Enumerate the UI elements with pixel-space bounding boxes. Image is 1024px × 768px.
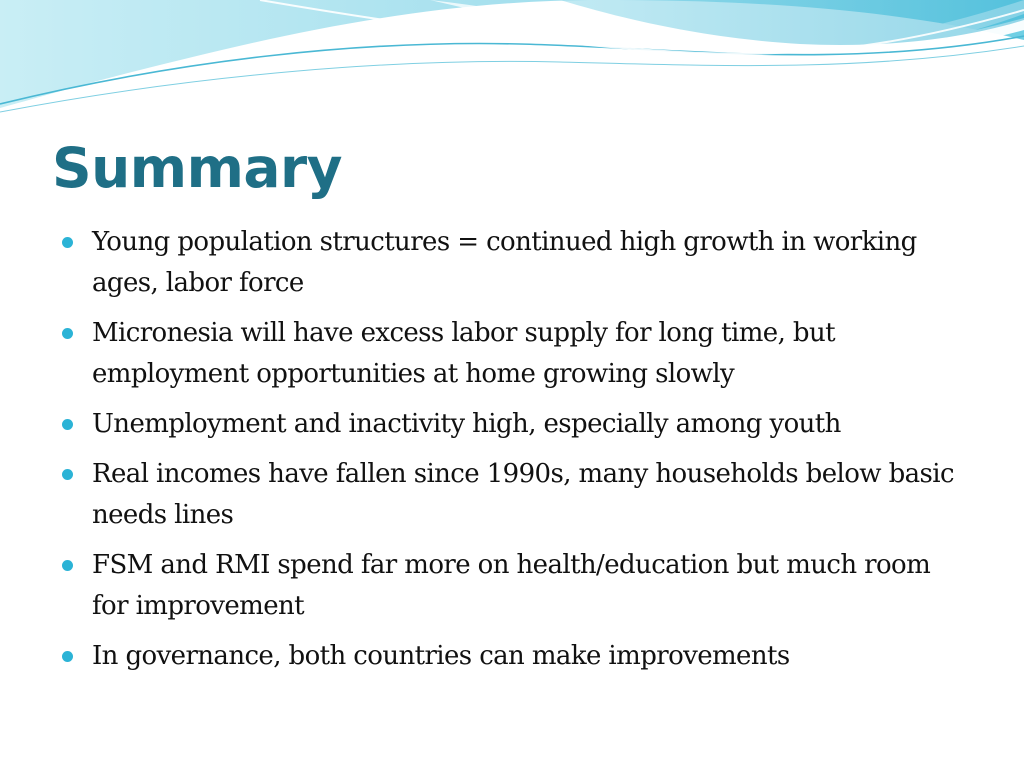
bullet-item-2 (62, 313, 962, 395)
filled-circle-bullet-icon (62, 651, 73, 662)
filled-circle-bullet-icon (62, 237, 73, 248)
slide-title: Summary (52, 136, 342, 200)
bullet-text: Micronesia will have excess labor supply for long time, but employment opportunities at home growing slowly (92, 318, 835, 389)
bullet-text: Unemployment and inactivity high, especially among youth (92, 409, 841, 439)
bullet-item-1 (62, 222, 962, 304)
filled-circle-bullet-icon (62, 560, 73, 571)
bullet-text: Real incomes have fallen since 1990s, many households below basic needs lines (92, 459, 954, 530)
bullet-text: Young population structures = continued high growth in working ages, labor force (92, 227, 917, 298)
filled-circle-bullet-icon (62, 419, 73, 430)
bullet-list (62, 222, 962, 686)
bullet-item-3 (62, 404, 962, 445)
filled-circle-bullet-icon (62, 328, 73, 339)
bullet-item-4 (62, 454, 962, 536)
filled-circle-bullet-icon (62, 469, 73, 480)
bullet-item-5 (62, 545, 962, 627)
bullet-text: In governance, both countries can make improvements (92, 641, 790, 671)
bullet-item-6 (62, 636, 962, 677)
bullet-text: FSM and RMI spend far more on health/education but much room for improvement (92, 550, 931, 621)
header-wave-decoration (0, 0, 1024, 130)
